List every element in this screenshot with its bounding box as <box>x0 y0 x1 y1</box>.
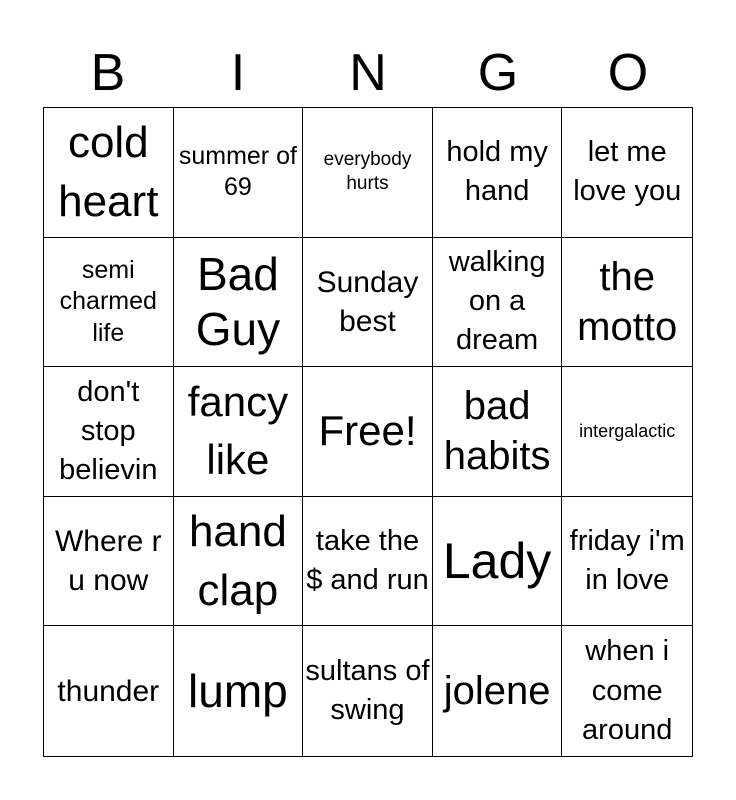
bingo-cell[interactable] <box>303 497 433 627</box>
bingo-cell[interactable] <box>433 367 563 497</box>
cell-label: lump <box>188 664 288 717</box>
cell-label: the motto <box>577 254 678 349</box>
bingo-cell[interactable] <box>44 108 174 238</box>
bingo-cell[interactable] <box>433 497 563 627</box>
bingo-cell[interactable] <box>303 626 433 756</box>
cell-label: Where r u now <box>54 525 162 598</box>
cell-label: walking on a dream <box>448 246 546 357</box>
header-letter-b: B <box>90 44 126 102</box>
header-letter-o: O <box>607 44 649 102</box>
cell-label: friday i'm in love <box>569 524 685 597</box>
cell-label: sultans of swing <box>305 655 430 727</box>
cell-label: hand clap <box>188 506 287 616</box>
bingo-cell[interactable] <box>562 238 692 368</box>
cell-label: Lady <box>442 533 552 590</box>
cell-label: Sunday best <box>316 265 419 338</box>
bingo-cell[interactable] <box>303 108 433 238</box>
cell-label: jolene <box>443 669 551 714</box>
bingo-cell[interactable] <box>562 108 692 238</box>
bingo-cell[interactable] <box>433 626 563 756</box>
header-letter-g: G <box>477 44 519 102</box>
cell-label: let me love you <box>573 136 682 208</box>
cell-label: take the $ and run <box>306 524 429 597</box>
cell-label: don't stop believin <box>59 375 158 487</box>
cell-label: bad habits <box>443 384 551 479</box>
bingo-cell[interactable] <box>174 626 304 756</box>
bingo-cell[interactable] <box>44 626 174 756</box>
bingo-header <box>43 40 693 106</box>
cell-label: hold my hand <box>446 136 548 208</box>
free-space-label: Free! <box>318 407 417 455</box>
bingo-cell[interactable] <box>562 497 692 627</box>
cell-label: fancy like <box>187 377 289 484</box>
bingo-board <box>43 107 693 757</box>
header-letter-i: I <box>230 44 246 102</box>
cell-label: thunder <box>57 674 160 708</box>
cell-label: Bad Guy <box>195 247 281 355</box>
bingo-cell[interactable] <box>174 497 304 627</box>
bingo-cell[interactable] <box>174 367 304 497</box>
cell-label: intergalactic <box>579 420 676 441</box>
bingo-cell[interactable] <box>174 238 304 368</box>
cell-label: semi charmed life <box>59 256 157 347</box>
bingo-cell[interactable] <box>44 367 174 497</box>
bingo-cell[interactable] <box>44 497 174 627</box>
bingo-cell[interactable] <box>174 108 304 238</box>
cell-label: when i come around <box>582 635 673 746</box>
header-letter-n: N <box>349 44 387 102</box>
bingo-cell[interactable] <box>562 367 692 497</box>
cell-label: summer of 69 <box>178 142 297 202</box>
bingo-cell[interactable] <box>562 626 692 756</box>
free-space-cell[interactable] <box>303 367 433 497</box>
bingo-cell[interactable] <box>44 238 174 368</box>
bingo-cell[interactable] <box>433 108 563 238</box>
bingo-cell[interactable] <box>303 238 433 368</box>
cell-label: everybody hurts <box>323 148 412 195</box>
cell-label: cold heart <box>58 117 159 227</box>
bingo-cell[interactable] <box>433 238 563 368</box>
